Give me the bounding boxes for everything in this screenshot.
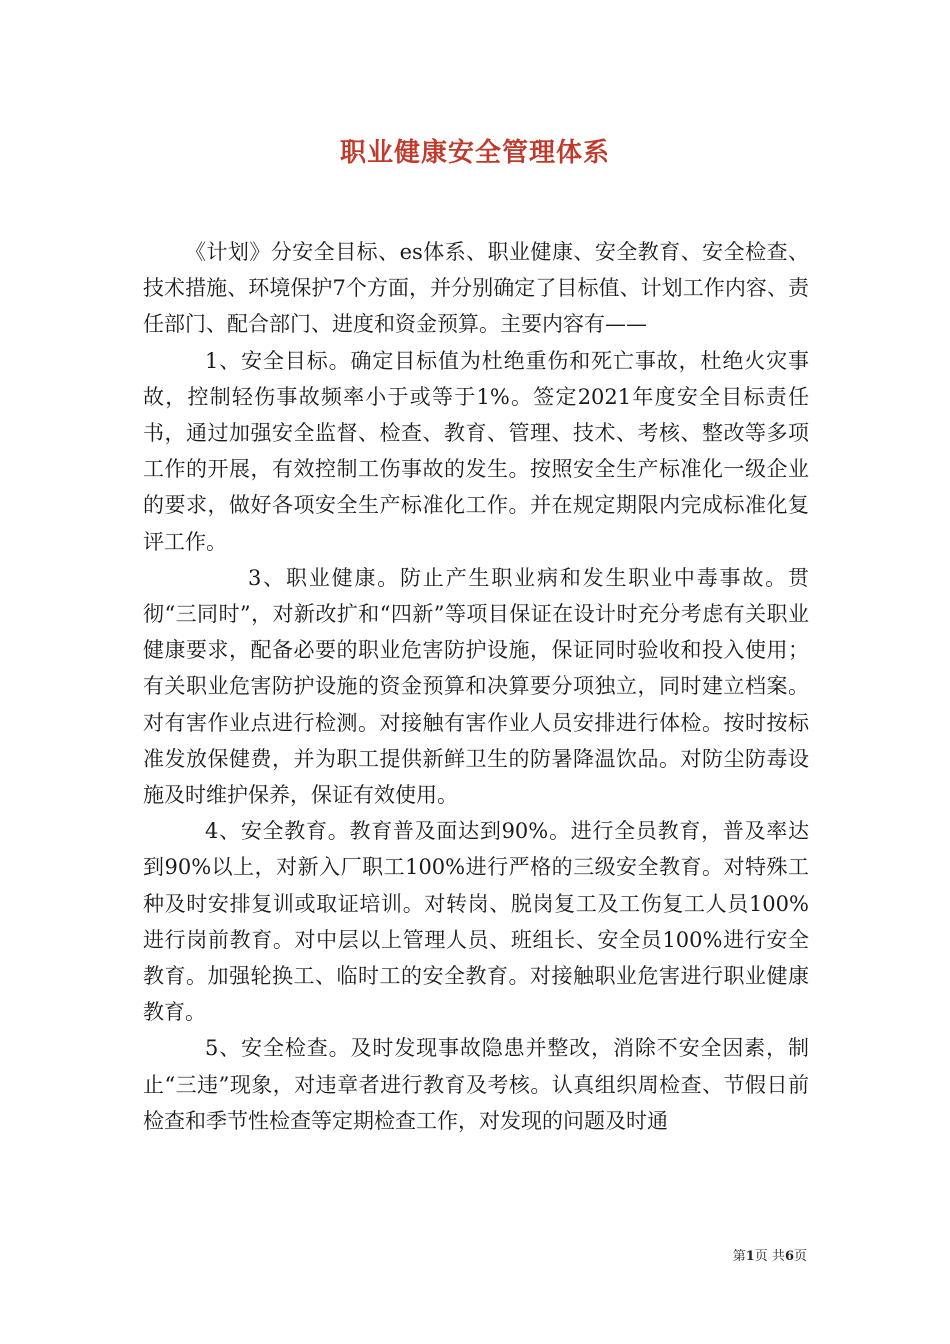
footer-total-pages: 6 [784, 1249, 794, 1264]
paragraph-safety-goal: 1、安全目标。确定目标值为杜绝重伤和死亡事故，杜绝火灾事故，控制轻伤事故频率小于或等于1%。签定2021年度安全目标责任书，通过加强安全监督、检查、教育、管理、技术、考核、整改等多项工作的开展，有效控制工伤事故的发生。按照安全生产标准化一级企业的要求，做好各项安全生产标准化工作。并在规定期限内完成标准化复评工作。 [143, 348, 809, 554]
document-body [143, 234, 809, 1139]
footer-suffix: 页 [793, 1249, 807, 1264]
paragraph-intro: 《计划》分安全目标、es体系、职业健康、安全教育、安全检查、技术措施、环境保护7个方面，并分别确定了目标值、计划工作内容、责任部门、配合部门、进度和资金预算。主要内容有—— [143, 240, 809, 337]
footer-middle: 页 共 [754, 1249, 785, 1264]
document-title: 职业健康安全管理体系 [339, 138, 610, 168]
paragraph-safety-education: 4、安全教育。教育普及面达到90%。进行全员教育，普及率达到90%以上，对新入厂职工100%进行严格的三级安全教育。对特殊工种及时安排复训或取证培训。对转岗、脱岗复工及工伤复工人员100%进行岗前教育。对中层以上管理人员、班组长、安全员100%进行安全教育。加强轮换工、临时工的安全教育。对接触职业危害进行职业健康教育。 [143, 819, 809, 1025]
paragraph-safety-inspection: 5、安全检查。及时发现事故隐患并整改，消除不安全因素，制止“三违”现象，对违章者进行教育及考核。认真组织周检查、节假日前检查和季节性检查等定期检查工作，对发现的问题及时通 [143, 1036, 809, 1133]
footer-current-page: 1 [745, 1249, 755, 1264]
footer-prefix: 第 [732, 1249, 746, 1264]
paragraph-occupational-health: 3、职业健康。防止产生职业病和发生职业中毒事故。贯彻“三同时”，对新改扩和“四新”等项目保证在设计时充分考虑有关职业健康要求，配备必要的职业危害防护设施，保证同时验收和投入使用；有关职业危害防护设施的资金预算和决算要分项独立，同时建立档案。对有害作业点进行检测。对接触有害作业人员安排进行体检。按时按标准发放保健费，并为职工提供新鲜卫生的防暑降温饮品。对防尘防毒设施及时维护保养，保证有效使用。 [143, 565, 809, 808]
page-number-footer [733, 1245, 807, 1264]
